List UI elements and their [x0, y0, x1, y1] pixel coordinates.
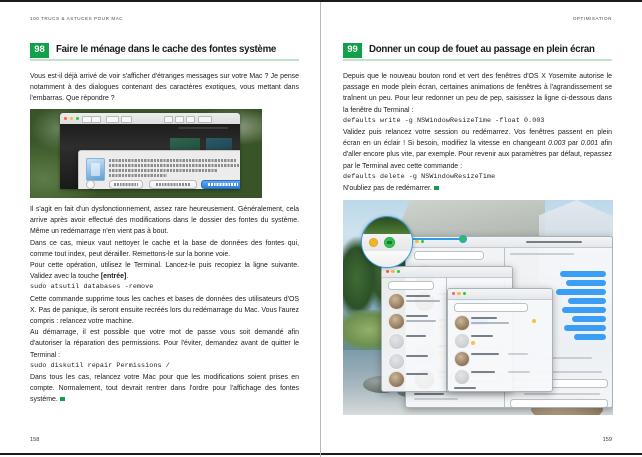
finder-window	[60, 113, 240, 189]
dialog-secondary-button[interactable]	[109, 180, 143, 189]
path-bar	[178, 127, 228, 129]
paragraph-yosemite-intro: Depuis que le nouveau bouton rond et vert des fenêtres d'OS X Yosemite autorise le passage en mode plein écran, certaines animations de fenêtres à l'agrandissement se traînent un peu. Pour leur redonner un peu de pep, saisissez la ligne ci-dessous dans la fenêtre du Terminal :	[343, 73, 612, 114]
traffic-lights	[64, 117, 79, 120]
tip-rule-99	[343, 59, 612, 61]
minimize-icon-zoomed	[369, 238, 378, 247]
callout-background-bottom	[362, 251, 412, 267]
avatar	[388, 313, 405, 330]
avatar	[454, 369, 470, 385]
fullscreen-icon[interactable]	[463, 292, 466, 295]
message-bubble-sent	[560, 271, 606, 277]
fullscreen-icon[interactable]	[421, 240, 424, 243]
help-button[interactable]	[86, 180, 95, 189]
value-to: 0.001	[580, 140, 599, 148]
callout-target-fullscreen-button	[459, 235, 467, 243]
callout-zoom-fullscreen-button	[361, 216, 413, 268]
message-bubble-sent	[556, 289, 606, 295]
arrange-icon	[121, 116, 132, 123]
paragraph-speed-text-1: Validez puis relancez votre session ou redémarrez. Vos fenêtres passent en plein écran en un éclair ! Si besoin, modifiez la vitesse en changeant	[343, 129, 612, 148]
account-status	[524, 393, 600, 395]
message-preview	[406, 320, 436, 322]
sentence-period: .	[126, 273, 129, 281]
paragraph-speed-text-2: par	[565, 140, 581, 148]
messages-window-front[interactable]	[447, 288, 553, 392]
value-from: 0.003	[547, 140, 566, 148]
command-defaults-delete[interactable]: defaults delete -g NSWindowResizeTime	[343, 172, 496, 181]
message-preview	[471, 322, 509, 324]
tip-header-98	[30, 43, 299, 61]
search-input[interactable]	[414, 251, 484, 260]
contact-name	[471, 353, 499, 355]
avatar	[388, 353, 405, 370]
window-body	[448, 299, 552, 391]
tip-number-badge-99: 99	[343, 43, 362, 58]
dialog-message-line	[109, 169, 217, 172]
dialog-primary-button[interactable]	[201, 180, 240, 189]
message-bubble-sent	[572, 316, 606, 322]
paragraph-conclusion	[30, 372, 299, 406]
contact-name	[471, 371, 495, 373]
traffic-lights	[386, 270, 400, 273]
share-icon	[175, 116, 184, 123]
tip-header-99	[343, 43, 612, 61]
end-mark-icon	[434, 186, 439, 191]
paragraph-intro: Vous est-il déjà arrivé de voir s'afficher d'étranges messages sur votre Mac ? Je pense notamment à des dialogues contenant des caractères exotiques, vous mettant dans l'embarras. Que répondre ?	[30, 73, 299, 103]
action-gear-icon	[164, 116, 173, 123]
tags-icon	[186, 116, 195, 123]
timestamp	[508, 371, 530, 373]
button-label	[156, 183, 189, 186]
conversation-recipient	[526, 241, 582, 243]
system-dialog	[78, 150, 240, 189]
account-label	[454, 387, 476, 389]
button-label	[114, 183, 137, 186]
fullscreen-icon-zoomed	[384, 237, 395, 248]
emoji-icon	[471, 341, 475, 345]
paragraph-terminal-instructions	[30, 260, 299, 282]
button-label	[208, 183, 238, 186]
paragraph-speed-tuning	[343, 127, 612, 172]
contact-name	[471, 335, 493, 337]
paragraph-command-explanation: Cette commande supprime tous les caches et bases de données des utilisateurs d'OS X. Pas de panique, ils seront ensuite recréés lors du redémarrage du Mac. Vous l'aurez compris : relancez votre machine.	[30, 295, 299, 326]
left-body-continued	[30, 204, 299, 406]
command-atsutil[interactable]: sudo atsutil databases -remove	[30, 283, 154, 292]
left-body-column	[30, 71, 299, 105]
callout-background-top	[362, 217, 412, 234]
right-body-column	[343, 71, 612, 194]
dialog-message-line	[109, 159, 237, 162]
message-bubble-sent	[566, 280, 606, 286]
contact-name	[406, 315, 428, 317]
running-head-left: 100 TRUCS & ASTUCES POUR MAC	[30, 16, 124, 21]
app-icon	[86, 158, 105, 181]
minimize-icon[interactable]	[391, 270, 394, 273]
emoji-icon	[532, 319, 536, 323]
fullscreen-icon[interactable]	[397, 270, 400, 273]
command-diskutil[interactable]: sudo diskutil repair Permissions /	[30, 361, 170, 370]
avatar	[454, 333, 470, 349]
command-defaults-write[interactable]: defaults write -g NSWindowResizeTime -float 0.003	[343, 116, 545, 125]
header-row	[510, 253, 574, 255]
forward-button-icon	[91, 116, 101, 123]
search-input[interactable]	[454, 303, 528, 312]
close-icon[interactable]	[452, 292, 455, 295]
contact-name	[406, 335, 426, 337]
minimize-icon[interactable]	[457, 292, 460, 295]
close-icon	[64, 117, 67, 120]
tip-rule-98	[30, 59, 299, 61]
message-bubble-sent	[568, 298, 606, 304]
compose-field[interactable]	[510, 399, 608, 408]
key-entree: [entrée]	[100, 273, 127, 281]
folio-left: 158	[30, 437, 40, 443]
close-icon[interactable]	[386, 270, 389, 273]
left-page	[0, 2, 321, 457]
view-mode-icon	[106, 116, 119, 123]
timestamp	[508, 353, 528, 355]
contact-name	[406, 295, 430, 297]
end-mark-icon	[60, 397, 65, 402]
paragraph-restart-note	[343, 183, 612, 194]
dialog-tertiary-button[interactable]	[149, 180, 197, 189]
paragraph-conclusion-text: Dans tous les cas, relancez votre Mac pour que les modifications soient prises en compte. Normalement, tout devrait rentrer dans l'ordre pour l'affichage des fontes système.	[30, 374, 299, 404]
message-bubble-sent	[562, 307, 606, 313]
minimize-icon	[70, 117, 73, 120]
avatar	[388, 371, 405, 388]
dialog-message-line	[109, 164, 240, 167]
contact-name	[414, 393, 444, 395]
paragraph-speed-text-3: afin d'aller encore plus vite, par exemple. Pour revenir aux paramètres par défaut, repassez par le Terminal avec cette commande :	[343, 140, 612, 170]
running-head-right: OPTIMISATION	[572, 16, 612, 21]
avatar	[388, 293, 405, 310]
minimize-icon[interactable]	[415, 240, 418, 243]
tip-title-99: Donner un coup de fouet au passage en plein écran	[369, 43, 595, 55]
search-icon	[198, 116, 212, 123]
avatar	[454, 315, 470, 331]
tip-title-98: Faire le ménage dans le cache des fontes système	[56, 43, 277, 55]
dialog-message-line	[109, 174, 167, 177]
folio-right: 159	[602, 437, 612, 443]
message-bubble-sent	[564, 325, 606, 331]
message-bubble-sent	[574, 334, 606, 340]
avatar	[388, 333, 405, 350]
contact-name	[471, 317, 497, 319]
fullscreen-icon	[76, 117, 79, 120]
paragraph-startup-permissions: Au démarrage, il est possible que votre mot de passe vous soit demandé afin d'autoriser la réparation des permissions. Pour l'éviter, demandez avant de quitter le Terminal :	[30, 329, 299, 359]
figure-finder-dialog	[30, 109, 262, 198]
paragraph-solution: Dans ce cas, mieux vaut nettoyer le cache et la base de données des fontes qui, comme tout index, peut dérailler. Remettons-le sur la bonne voie.	[30, 239, 299, 258]
avatar	[454, 351, 470, 367]
figure-yosemite-fullscreen	[343, 200, 613, 415]
paragraph-restart-text: N'oubliez pas de redémarrer.	[343, 185, 432, 193]
contact-name	[406, 355, 428, 357]
contact-name	[406, 373, 428, 375]
message-preview	[414, 398, 458, 400]
paragraph-diagnosis: Il s'agit en fait d'un dysfonctionnement, assez rare heureusement. Généralement, cela arrive après avoir effectué des modifications dans le dossier des fontes du système. Même un redémarrage n'en vient pas à bout.	[30, 206, 299, 236]
tip-number-badge-98: 98	[30, 43, 49, 58]
right-page	[321, 2, 642, 457]
callout-connector	[405, 238, 461, 240]
traffic-lights	[452, 292, 466, 295]
search-input[interactable]	[388, 281, 434, 290]
paragraph-terminal-text: Pour cette opération, utilisez le Terminal. Lancez-le puis recopiez la ligne suivante. Validez avec la touche	[30, 262, 299, 281]
message-preview	[406, 300, 440, 302]
